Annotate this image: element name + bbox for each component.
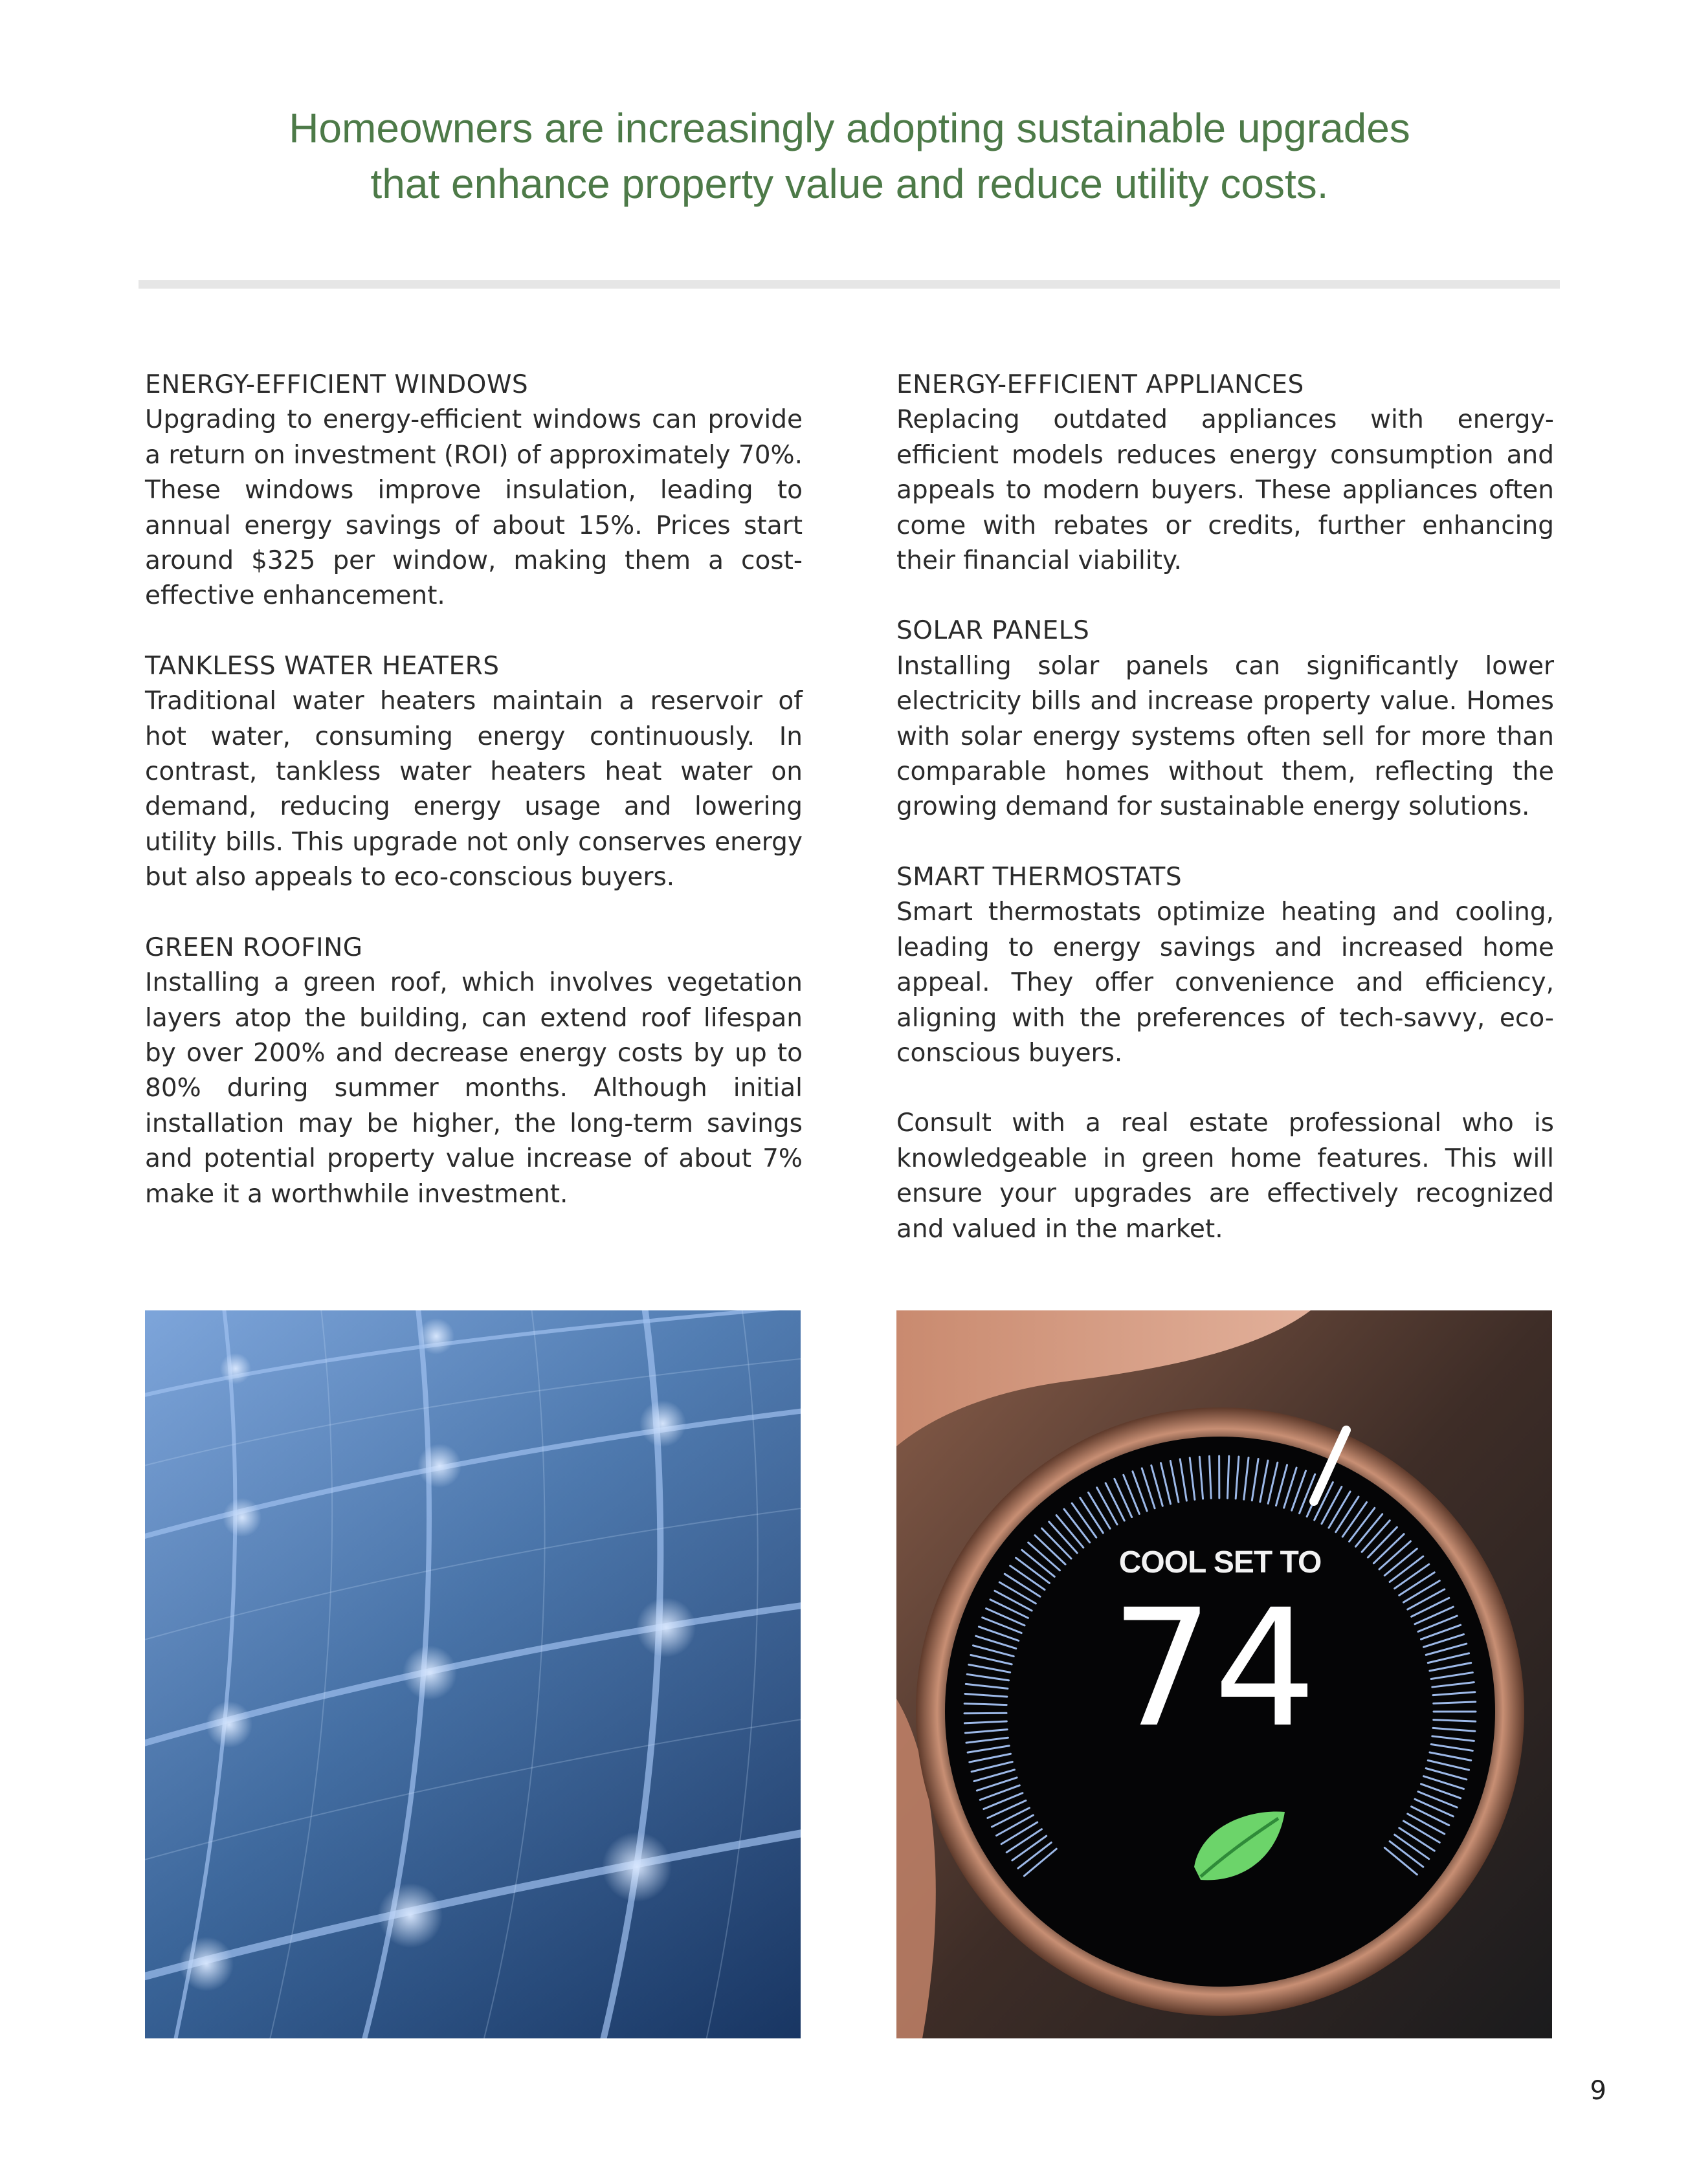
left-column xyxy=(145,368,803,1247)
section-body: Smart thermostats optimize heating and cooling, leading to energy savings and increased home appeal. They offer convenience and efficiency, aligning with the preferences of tech-savvy, eco-conscious buyers. xyxy=(896,898,1554,1068)
thermostat-mode-label: COOL SET TO xyxy=(1118,1545,1322,1580)
solar-panel-image xyxy=(145,1310,801,2038)
section-title: TANKLESS WATER HEATERS xyxy=(145,651,500,681)
section-body: Installing a green roof, which involves vegetation layers atop the building, can extend roof lifespan by over 200% and decrease energy costs by up to 80% during summer months. Although initial installation may be higher, the long-term savings and potential property value increase of about 7% make it a worthwhile investment. xyxy=(145,968,803,1209)
section-divider xyxy=(139,280,1560,289)
section-title: ENERGY-EFFICIENT WINDOWS xyxy=(145,370,529,399)
thermostat-temperature: 74 xyxy=(1110,1574,1317,1763)
section-title: SMART THERMOSTATS xyxy=(896,862,1183,892)
section-body: Upgrading to energy-efficient windows can provide a return on investment (ROI) of approximately 70%. These windows improve insulation, leading to annual energy savings of about 15%. Prices start around $325 per window, making them a cost-effective enhancement. xyxy=(145,405,803,611)
section-title: SOLAR PANELS xyxy=(896,616,1090,646)
dial-tick xyxy=(964,1704,1006,1705)
section-tankless-water-heaters xyxy=(145,649,803,896)
section-energy-efficient-appliances xyxy=(896,368,1554,579)
section-title: ENERGY-EFFICIENT APPLIANCES xyxy=(896,370,1304,399)
headline-line-1: Homeowners are increasingly adopting sustainable upgrades xyxy=(289,105,1410,151)
headline-line-2: that enhance property value and reduce utility costs. xyxy=(370,160,1329,207)
closing-paragraph: Consult with a real estate professional who is knowledgeable in green home features. This will ensure your upgrades are effectively recognized and valued in the market. xyxy=(896,1109,1554,1244)
page-number: 9 xyxy=(1590,2076,1606,2106)
page-headline xyxy=(129,100,1570,212)
section-body: Replacing outdated appliances with energy-efficient models reduces energy consumption and appeals to modern buyers. These appliances often come with rebates or credits, further enhancing their financial viability. xyxy=(896,405,1554,576)
thermostat-image xyxy=(896,1310,1552,2038)
section-green-roofing xyxy=(145,931,803,1212)
solar-panel-photo xyxy=(145,1310,801,2038)
section-smart-thermostats xyxy=(896,860,1554,1071)
section-body: Traditional water heaters maintain a reservoir of hot water, consuming energy continuously. In contrast, tankless water heaters heat water on demand, reducing energy usage and lowering utility bills. This upgrade not only conserves energy but also appeals to eco-conscious buyers. xyxy=(145,687,803,892)
section-title: GREEN ROOFING xyxy=(145,932,363,962)
right-column xyxy=(896,368,1554,1247)
section-body: Installing solar panels can significantly lower electricity bills and increase property value. Homes with solar energy systems often sell for more than comparable homes without them, reflecting the growing demand for sustainable energy solutions. xyxy=(896,651,1554,822)
section-solar-panels xyxy=(896,613,1554,824)
smart-thermostat-photo xyxy=(896,1310,1552,2038)
section-energy-efficient-windows xyxy=(145,368,803,614)
